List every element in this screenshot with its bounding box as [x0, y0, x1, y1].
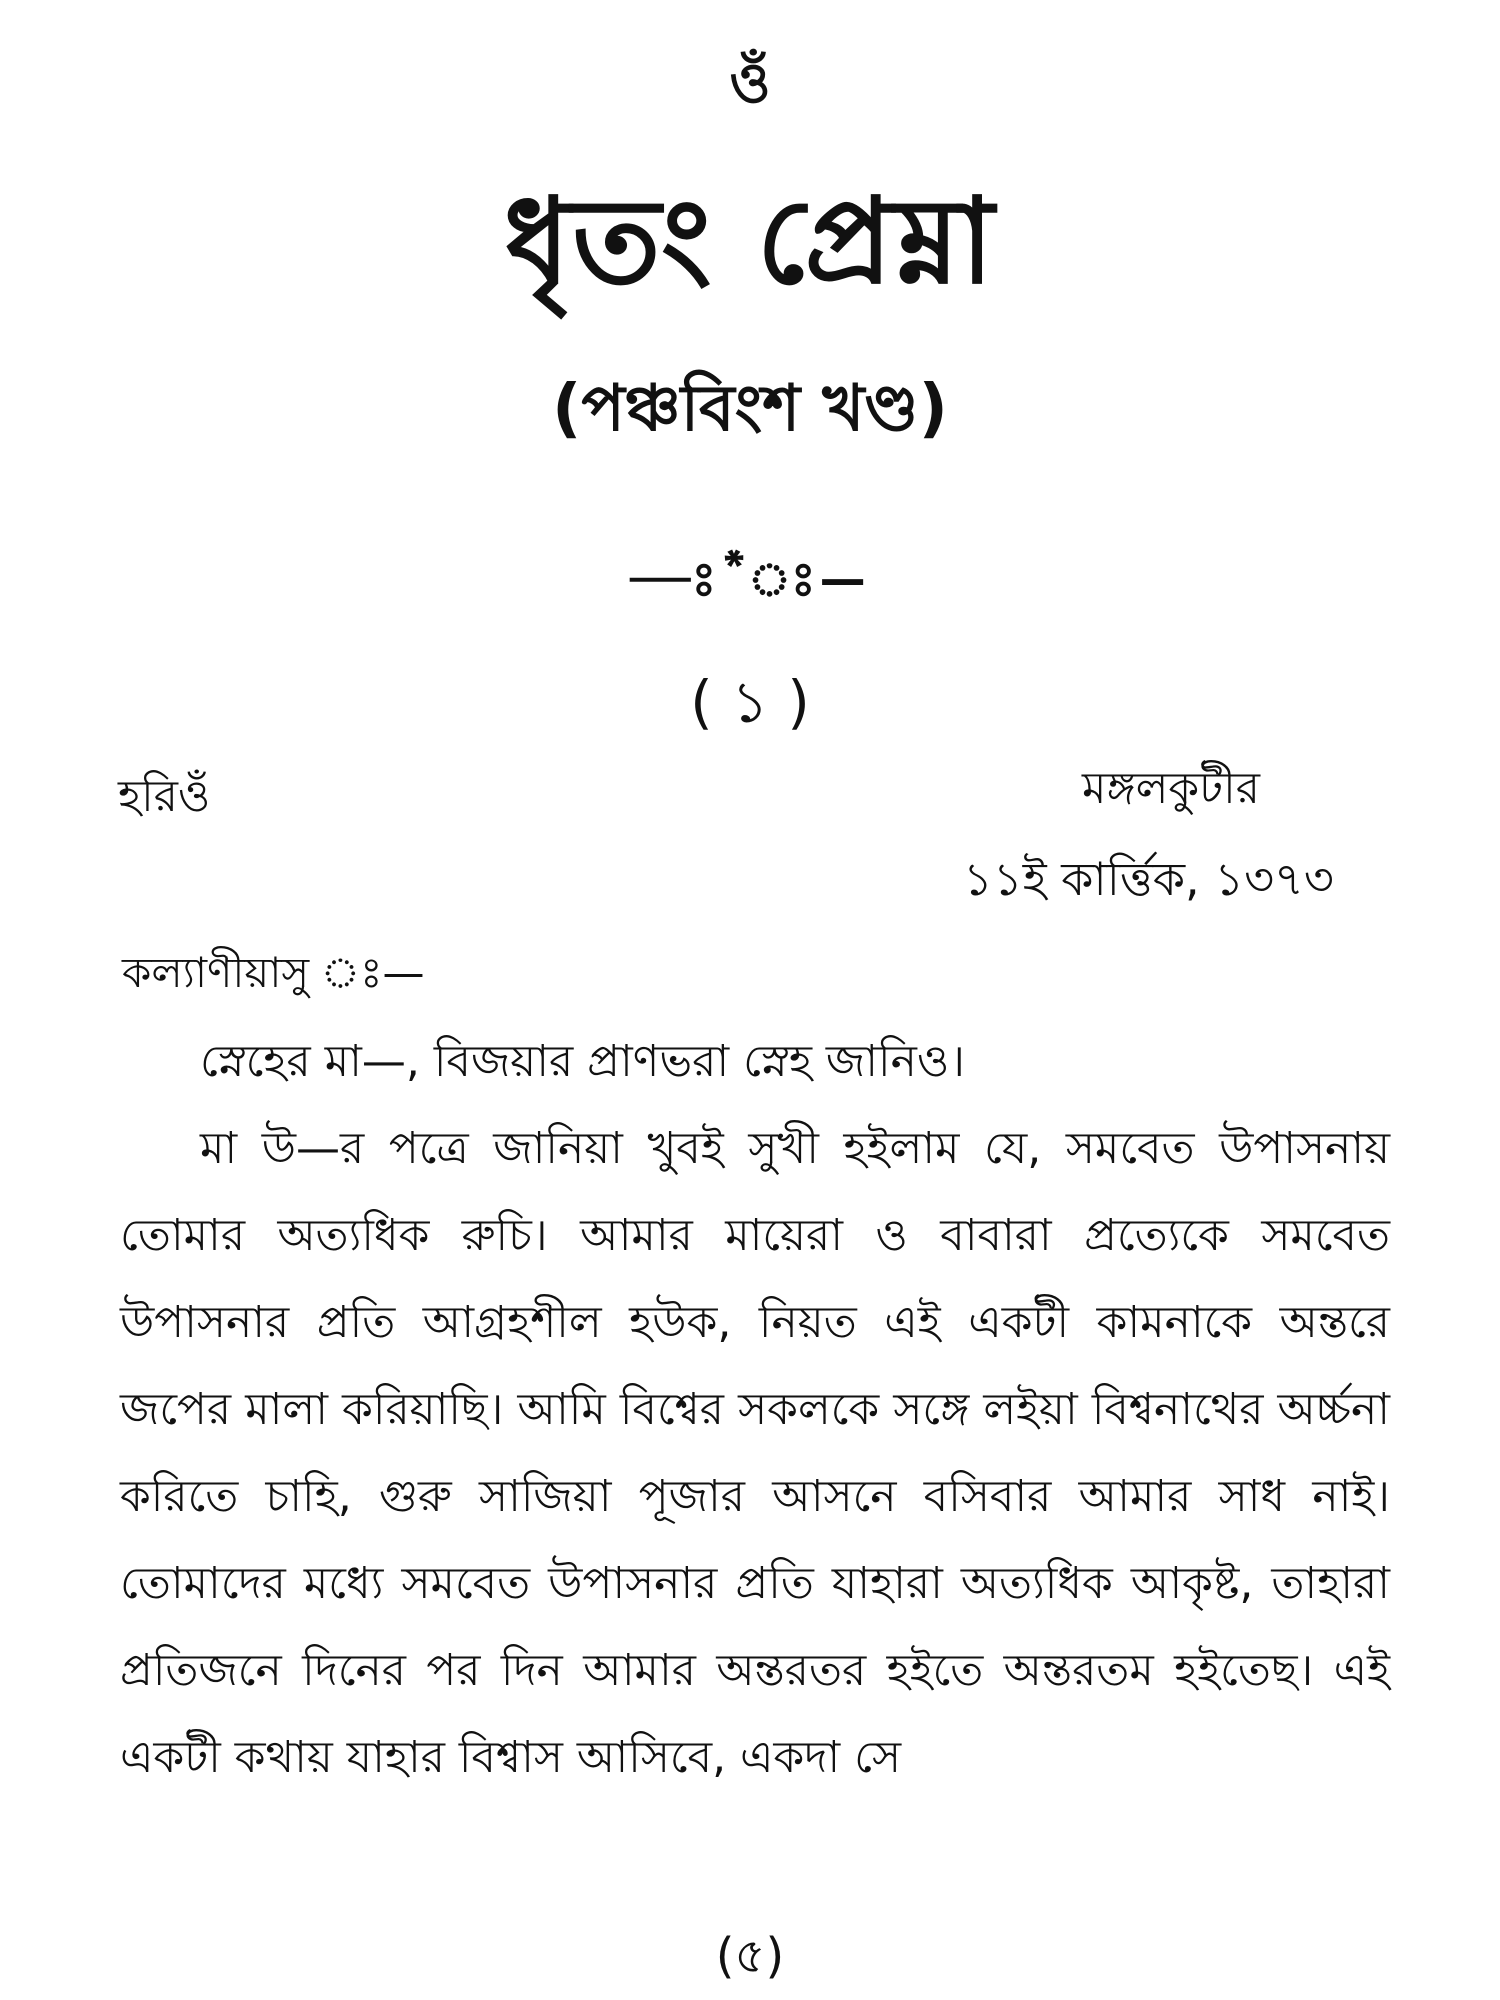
page-number: (৫)	[715, 1928, 785, 1984]
letter-number: ( ১ )	[690, 668, 810, 736]
letter-place: মঙ্গলকুটীর	[1082, 763, 1260, 814]
paragraph: স্নেহের মা—, বিজয়ার প্রাণভরা স্নেহ জানিও।	[200, 1036, 966, 1087]
letter-date: ১১ই কার্ত্তিক, ১৩৭৩	[963, 852, 1334, 906]
om-symbol: ওঁ	[729, 51, 771, 116]
book-title: ধৃতং প্রেম্না	[504, 172, 996, 310]
paragraph: মা উ—র পত্রে জানিয়া খুবই সুখী হইলাম যে, সমবেত উপাসনায় তোমার অত্যধিক রুচি। আমার মায়েরা ও বাবারা প্রত্যেকে সমবেত উপাসনার প্রতি আগ্রহশীল হউক, নিয়ত এই একটী কামনাকে অন্তরে জপের মালা করিয়াছি। আমি বিশ্বের সকলকে সঙ্গে লইয়া বিশ্বনাথের অর্চ্চনা করিতে চাহি, গুরু সাজিয়া পূজার আসনে বসিবার আমার সাধ নাই। তোমাদের মধ্যে সমবেত উপাসনার প্রতি যাহারা অত্যধিক আকৃষ্ট, তাহারা প্রতিজনে দিনের পর দিন আমার অন্তরতর হইতে অন্তরতম হইতেছ। এই একটী কথায় যাহার বিশ্বাস আসিবে, একদা সে	[120, 1123, 1390, 1783]
letter-body	[120, 1018, 1390, 1801]
greeting-left: হরিওঁ	[118, 771, 211, 822]
salutation: কল্যাণীয়াসু ঃ—	[122, 948, 425, 997]
volume-label: (পঞ্চবিংশ খণ্ড)	[552, 372, 948, 446]
section-divider: —ঃ*ঃ—	[630, 552, 870, 606]
